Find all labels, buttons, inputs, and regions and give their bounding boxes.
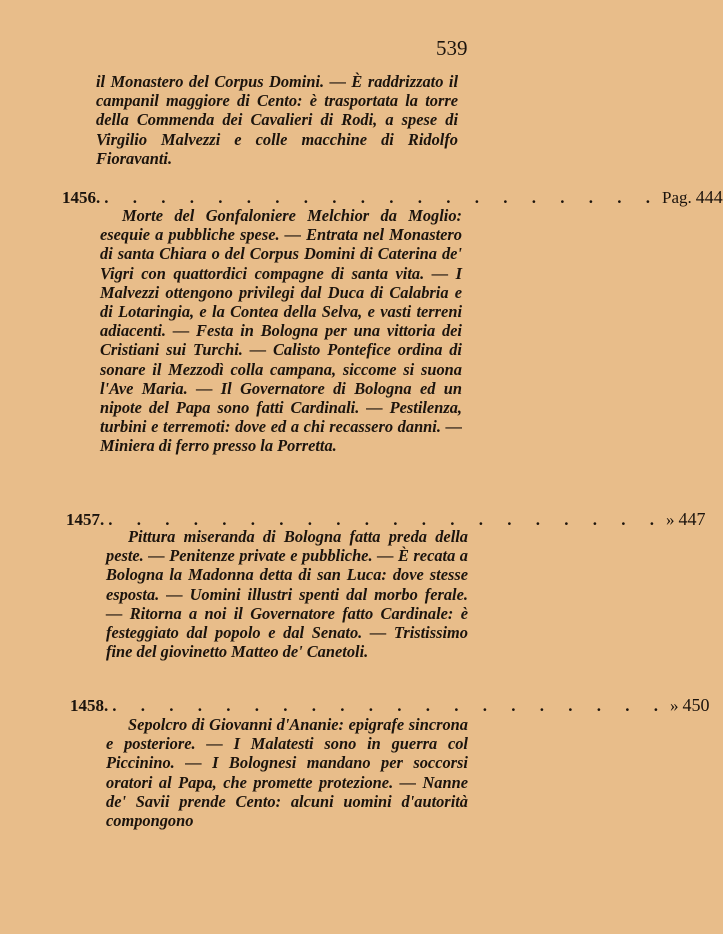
year-label: 1457. [66,510,105,529]
entry-text-1457: Pittura miseranda di Bologna fatta preda della peste. — Penitenze private e pubbliche. — È recata a Bologna la Madonna detta di san Luca: dove stesse esposta. — Uomini illustri spenti dal morbo ferale. — Ritorna a noi il Governatore fatto Cardinale: è festeggiato dal popolo e dal Senato. — Tristissimo fine del giovinetto Matteo de' Canetoli. [106,527,468,662]
year-label: 1458. [70,696,109,715]
entry-text-1458: Sepolcro di Giovanni d'Ananie: epigrafe sincrona e posteriore. — I Malatesti sono in guerra col Piccinino. — I Bolognesi mandano per soccorsi oratori al Papa, che promette protezione. — Nanne de' Savii prende Cento: alcuni uomini d'autorità compongono [106,715,468,831]
year-label: 1456. [62,188,101,207]
page-reference: 447 [678,509,706,529]
leader-dots: . . . . . . . . . . . . . . . . . . . . [104,188,660,207]
leader-dots: . . . . . . . . . . . . . . . . . . . . [112,696,668,715]
page-label: » [666,510,675,529]
page-number: 539 [436,36,468,60]
leader-dots: . . . . . . . . . . . . . . . . . . . . [108,510,664,529]
entry-text-1456: Morte del Gonfaloniere Melchior da Moglio: esequie a pubbliche spese. — Entrata nel Monastero di santa Chiara o del Corpus Domini di Caterina de' Vigri con quattordici compagne di santa vita. — I Malvezzi ottengono privilegi dal Duca di Calabria e di Lotaringia, e la Contea della Selva, e vasti terreni adiacenti. — Festa in Bologna per una vittoria dei Cristiani sui Turchi. — Calisto Pontefice ordina di sonare il Mezzodì colla campana, siccome si suona l'Ave Maria. — Il Governatore di Bologna ed un nipote del Papa sono fatti Cardinali. — Pestilenza, turbini e terremoti: dove ed a chi recassero danni. — Miniera di ferro presso la Porretta. [100,206,462,456]
intro-paragraph: il Monastero del Corpus Domini. — È raddrizzato il campanil maggiore di Cento: è trasportata la torre della Commenda dei Cavalieri di Rodi, a spese di Virgilio Malvezzi e colle macchine di Ridolfo Fioravanti. [96,72,458,168]
page-label: » [670,696,679,715]
page-reference: 444 [695,187,723,207]
page-reference: 450 [682,695,710,715]
year-entry-1458 [70,695,710,716]
year-entry-1456 [62,187,723,208]
page-label: Pag. [662,188,692,207]
